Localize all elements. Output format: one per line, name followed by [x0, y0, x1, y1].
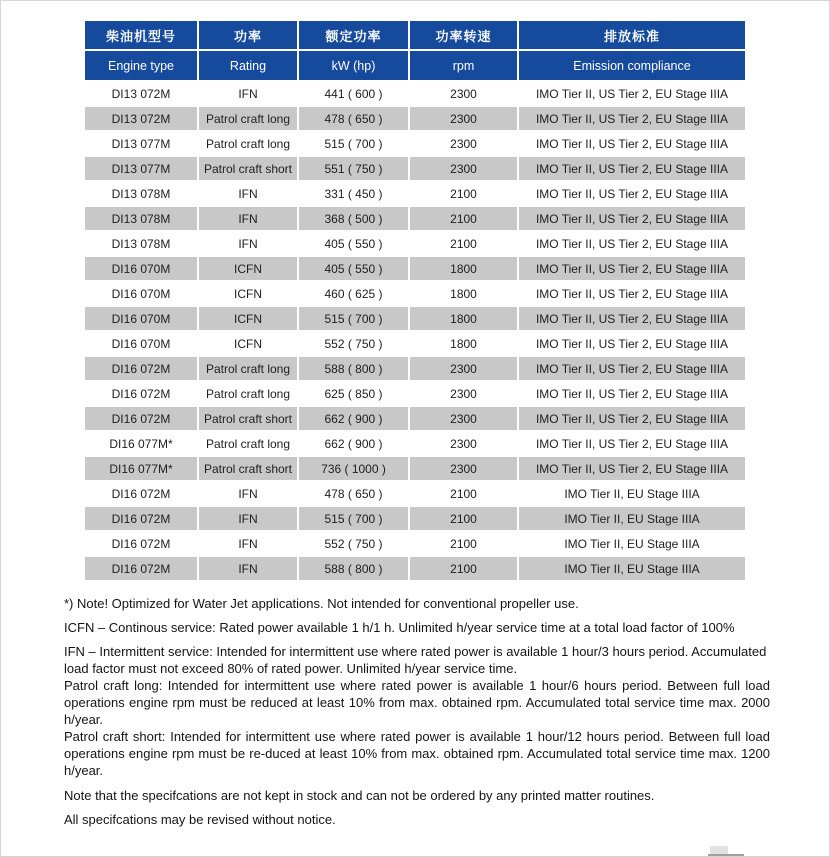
table-row: [84, 256, 746, 281]
table-cell-power: 515 ( 700 ): [298, 506, 409, 531]
table-cell-rpm: 2100: [409, 556, 518, 581]
table-cell-rpm: 2100: [409, 181, 518, 206]
table-cell-rating: Patrol craft short: [198, 406, 298, 431]
table-row: [84, 181, 746, 206]
table-cell-power: 736 ( 1000 ): [298, 456, 409, 481]
header-rpm-cn: 功率转速: [409, 20, 518, 50]
table-cell-engine-type: DI16 070M: [84, 306, 198, 331]
table-cell-power: 662 ( 900 ): [298, 406, 409, 431]
table-cell-engine-type: DI13 078M: [84, 206, 198, 231]
table-cell-rating: Patrol craft short: [198, 456, 298, 481]
table-cell-rpm: 1800: [409, 281, 518, 306]
table-cell-engine-type: DI16 072M: [84, 356, 198, 381]
table-cell-power: 368 ( 500 ): [298, 206, 409, 231]
table-cell-rpm: 1800: [409, 306, 518, 331]
table-cell-rating: IFN: [198, 556, 298, 581]
table-cell-rating: Patrol craft long: [198, 431, 298, 456]
table-cell-emission: IMO Tier II, US Tier 2, EU Stage IIIA: [518, 181, 746, 206]
table-cell-power: 552 ( 750 ): [298, 331, 409, 356]
table-cell-rating: Patrol craft long: [198, 131, 298, 156]
spec-table-body: [84, 81, 746, 581]
engine-spec-table: [83, 19, 747, 582]
table-cell-rating: ICFN: [198, 306, 298, 331]
table-cell-emission: IMO Tier II, US Tier 2, EU Stage IIIA: [518, 231, 746, 256]
table-cell-rating: IFN: [198, 81, 298, 106]
table-cell-rating: Patrol craft long: [198, 381, 298, 406]
table-cell-engine-type: DI16 072M: [84, 481, 198, 506]
table-cell-power: 331 ( 450 ): [298, 181, 409, 206]
table-cell-rpm: 2300: [409, 356, 518, 381]
note-icfn: ICFN – Continous service: Rated power available 1 h/1 h. Unlimited h/year service time at a total load factor of 100%: [64, 620, 735, 635]
table-row: [84, 131, 746, 156]
table-cell-power: 405 ( 550 ): [298, 231, 409, 256]
table-cell-emission: IMO Tier II, US Tier 2, EU Stage IIIA: [518, 406, 746, 431]
table-cell-power: 552 ( 750 ): [298, 531, 409, 556]
header-engine-type-en: Engine type: [84, 50, 198, 81]
table-cell-emission: IMO Tier II, EU Stage IIIA: [518, 506, 746, 531]
table-cell-engine-type: DI13 077M: [84, 131, 198, 156]
note-patrol-craft-short: Patrol craft short: Intended for intermittent use where rated power is available 1 hour/12 hours period. Between full load operations engine rpm must be re-duced at least 10% from max. obtained rpm. Accumulated total service time max. 1200 h/year.: [64, 729, 770, 778]
note-stock: Note that the specifcations are not kept in stock and can not be ordered by any printed matter routines.: [64, 788, 655, 803]
table-row: [84, 356, 746, 381]
table-cell-emission: IMO Tier II, EU Stage IIIA: [518, 556, 746, 581]
table-cell-rpm: 1800: [409, 256, 518, 281]
note-waterjet: *) Note! Optimized for Water Jet applications. Not intended for conventional propeller use.: [64, 596, 579, 611]
table-row: [84, 531, 746, 556]
table-cell-emission: IMO Tier II, US Tier 2, EU Stage IIIA: [518, 256, 746, 281]
header-rpm-en: rpm: [409, 50, 518, 81]
table-cell-emission: IMO Tier II, US Tier 2, EU Stage IIIA: [518, 281, 746, 306]
table-cell-rpm: 2300: [409, 456, 518, 481]
table-header: [84, 20, 746, 81]
table-cell-rpm: 2300: [409, 81, 518, 106]
table-cell-power: 441 ( 600 ): [298, 81, 409, 106]
table-cell-emission: IMO Tier II, US Tier 2, EU Stage IIIA: [518, 156, 746, 181]
table-cell-rpm: 1800: [409, 331, 518, 356]
table-cell-power: 515 ( 700 ): [298, 306, 409, 331]
table-cell-engine-type: DI16 070M: [84, 256, 198, 281]
table-cell-power: 478 ( 650 ): [298, 481, 409, 506]
table-cell-power: 478 ( 650 ): [298, 106, 409, 131]
table-cell-rating: ICFN: [198, 331, 298, 356]
table-cell-emission: IMO Tier II, US Tier 2, EU Stage IIIA: [518, 356, 746, 381]
table-cell-engine-type: DI13 078M: [84, 231, 198, 256]
table-cell-engine-type: DI16 070M: [84, 281, 198, 306]
header-emission-cn: 排放标准: [518, 20, 746, 50]
table-row: [84, 456, 746, 481]
note-revision: All specifcations may be revised without notice.: [64, 812, 336, 827]
header-row-chinese: [84, 20, 746, 50]
table-cell-emission: IMO Tier II, US Tier 2, EU Stage IIIA: [518, 206, 746, 231]
table-cell-engine-type: DI13 072M: [84, 81, 198, 106]
table-row: [84, 431, 746, 456]
table-cell-emission: IMO Tier II, US Tier 2, EU Stage IIIA: [518, 381, 746, 406]
table-row: [84, 481, 746, 506]
table-cell-emission: IMO Tier II, US Tier 2, EU Stage IIIA: [518, 456, 746, 481]
table-cell-rating: Patrol craft short: [198, 156, 298, 181]
table-cell-engine-type: DI16 077M*: [84, 431, 198, 456]
table-cell-emission: IMO Tier II, US Tier 2, EU Stage IIIA: [518, 306, 746, 331]
table-row: [84, 381, 746, 406]
table-cell-power: 625 ( 850 ): [298, 381, 409, 406]
table-cell-engine-type: DI16 072M: [84, 381, 198, 406]
table-cell-power: 515 ( 700 ): [298, 131, 409, 156]
footnotes: [64, 595, 770, 835]
table-cell-power: 662 ( 900 ): [298, 431, 409, 456]
table-cell-emission: IMO Tier II, EU Stage IIIA: [518, 531, 746, 556]
table-row: [84, 206, 746, 231]
table-cell-engine-type: DI16 072M: [84, 556, 198, 581]
table-cell-rpm: 2300: [409, 381, 518, 406]
header-emission-en: Emission compliance: [518, 50, 746, 81]
header-power-en: kW (hp): [298, 50, 409, 81]
table-cell-emission: IMO Tier II, US Tier 2, EU Stage IIIA: [518, 131, 746, 156]
table-row: [84, 106, 746, 131]
table-cell-emission: IMO Tier II, US Tier 2, EU Stage IIIA: [518, 331, 746, 356]
table-cell-emission: IMO Tier II, US Tier 2, EU Stage IIIA: [518, 81, 746, 106]
table-cell-engine-type: DI16 072M: [84, 531, 198, 556]
table-row: [84, 306, 746, 331]
table-cell-rpm: 2300: [409, 431, 518, 456]
header-rating-en: Rating: [198, 50, 298, 81]
note-ifn: IFN – Intermittent service: Intended for intermittent use where rated power is available 1 hour/3 hours period. Accumulated load factor must not exceed 80% of rated power. Unlimited h/year service time.: [64, 644, 767, 676]
table-cell-engine-type: DI16 077M*: [84, 456, 198, 481]
table-cell-rpm: 2300: [409, 131, 518, 156]
table-cell-rating: IFN: [198, 206, 298, 231]
table-cell-power: 405 ( 550 ): [298, 256, 409, 281]
header-power-cn: 额定功率: [298, 20, 409, 50]
table-cell-power: 588 ( 800 ): [298, 356, 409, 381]
table-row: [84, 156, 746, 181]
table-row: [84, 231, 746, 256]
table-row: [84, 81, 746, 106]
table-cell-rating: IFN: [198, 481, 298, 506]
table-cell-rating: IFN: [198, 181, 298, 206]
table-cell-rating: Patrol craft long: [198, 106, 298, 131]
table-row: [84, 331, 746, 356]
header-engine-type-cn: 柴油机型号: [84, 20, 198, 50]
table-cell-rpm: 2300: [409, 106, 518, 131]
table-cell-rpm: 2300: [409, 156, 518, 181]
table-cell-rpm: 2100: [409, 231, 518, 256]
table-cell-rating: IFN: [198, 506, 298, 531]
table-cell-rpm: 2100: [409, 531, 518, 556]
note-patrol-craft-long: Patrol craft long: Intended for intermittent use where rated power is available 1 hour/6 hours period. Between full load operations engine rpm must be reduced at least 10% from max. obtained rpm. Accumulated total service time max. 2000 h/year.: [64, 678, 770, 727]
table-cell-power: 551 ( 750 ): [298, 156, 409, 181]
table-cell-emission: IMO Tier II, EU Stage IIIA: [518, 481, 746, 506]
table-cell-engine-type: DI13 078M: [84, 181, 198, 206]
table-row: [84, 556, 746, 581]
table-row: [84, 506, 746, 531]
table-cell-rating: ICFN: [198, 256, 298, 281]
table-cell-rating: IFN: [198, 531, 298, 556]
table-cell-rating: Patrol craft long: [198, 356, 298, 381]
table-cell-engine-type: DI16 072M: [84, 406, 198, 431]
table-cell-rpm: 2100: [409, 506, 518, 531]
table-row: [84, 406, 746, 431]
table-cell-engine-type: DI16 072M: [84, 506, 198, 531]
table-cell-rpm: 2300: [409, 406, 518, 431]
table-cell-engine-type: DI13 072M: [84, 106, 198, 131]
table-cell-power: 460 ( 625 ): [298, 281, 409, 306]
table-cell-emission: IMO Tier II, US Tier 2, EU Stage IIIA: [518, 431, 746, 456]
header-row-english: [84, 50, 746, 81]
service-definitions: [64, 643, 770, 779]
table-cell-engine-type: DI13 077M: [84, 156, 198, 181]
table-cell-rpm: 2100: [409, 206, 518, 231]
table-cell-rating: ICFN: [198, 281, 298, 306]
header-rating-cn: 功率: [198, 20, 298, 50]
table-cell-rating: IFN: [198, 231, 298, 256]
table-row: [84, 281, 746, 306]
table-cell-engine-type: DI16 070M: [84, 331, 198, 356]
table-cell-emission: IMO Tier II, US Tier 2, EU Stage IIIA: [518, 106, 746, 131]
table-cell-power: 588 ( 800 ): [298, 556, 409, 581]
table-cell-rpm: 2100: [409, 481, 518, 506]
